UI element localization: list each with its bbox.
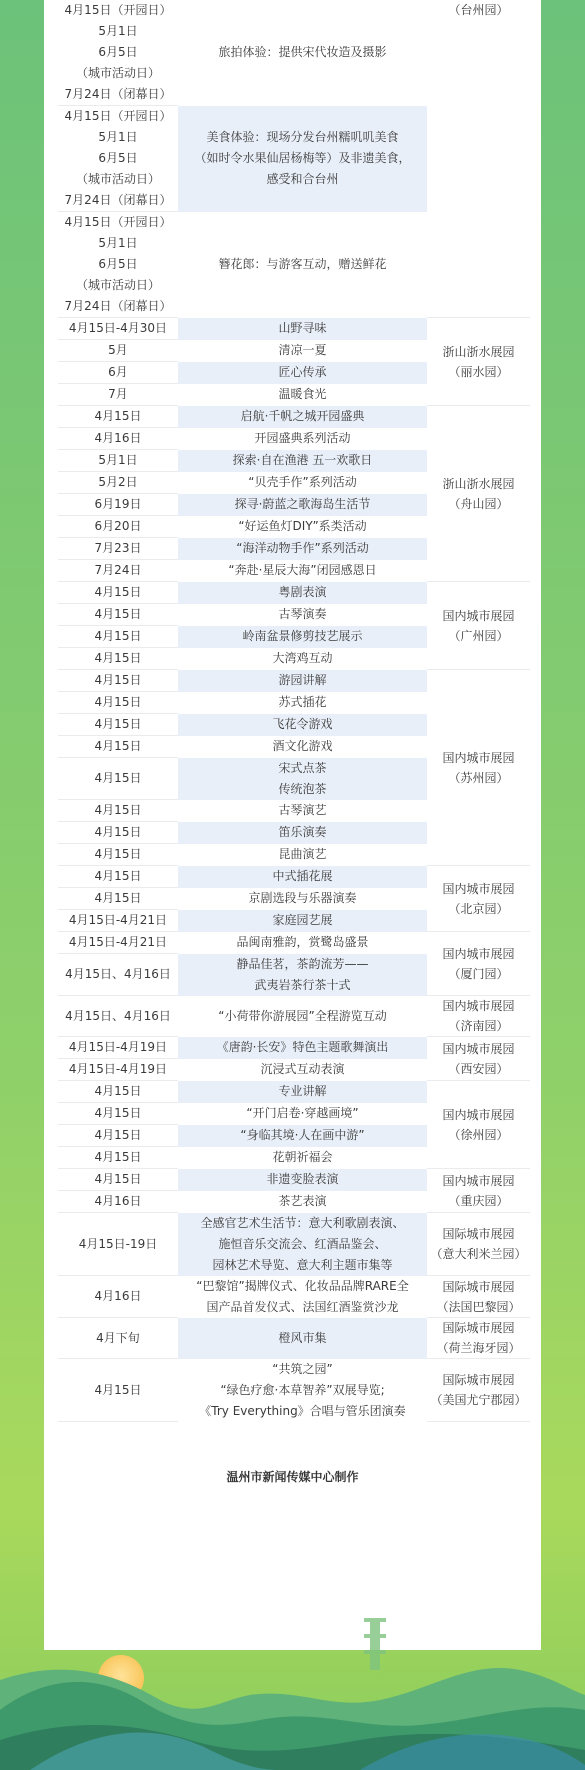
activity-cell bbox=[178, 516, 427, 538]
date-text: 4月15日-4月19日 bbox=[68, 1062, 168, 1076]
table-row bbox=[58, 1037, 530, 1059]
activity-text: 温暖食光 bbox=[278, 387, 327, 401]
date-text: 4月15日 bbox=[94, 409, 142, 423]
date-text: 5月 bbox=[108, 343, 128, 357]
date-cell bbox=[58, 692, 178, 714]
activity-cell bbox=[178, 582, 427, 604]
activity-cell bbox=[178, 932, 427, 954]
activity-cell bbox=[178, 1103, 427, 1125]
activity-text: 家庭园艺展 bbox=[272, 913, 333, 927]
date-cell bbox=[58, 1037, 178, 1059]
table-row bbox=[58, 318, 530, 340]
venue-cell bbox=[427, 582, 530, 670]
date-cell bbox=[58, 604, 178, 626]
venue-text: （苏州园） bbox=[448, 770, 509, 785]
venue-text: 浙山浙水展园 bbox=[442, 344, 515, 359]
activity-text: 宋式点茶 bbox=[278, 760, 327, 775]
activity-text: 探寻·蔚蓝之歌海岛生活节 bbox=[234, 497, 371, 511]
venue-text: （丽水园） bbox=[448, 364, 509, 379]
date-cell bbox=[58, 736, 178, 758]
date-text: （城市活动日） bbox=[75, 66, 160, 80]
venue-text: （西安园） bbox=[448, 1061, 509, 1076]
venue-text: （美国尤宁郡园） bbox=[430, 1393, 527, 1407]
venue-cell bbox=[427, 670, 530, 866]
activity-text: 非遗变脸表演 bbox=[266, 1172, 339, 1186]
date-text: 4月15日 bbox=[94, 771, 142, 785]
activity-cell bbox=[178, 1191, 427, 1213]
date-text: 4月15日 bbox=[94, 695, 142, 709]
table-row bbox=[58, 0, 530, 106]
activity-text: “小荷带你游展园”全程游览互动 bbox=[218, 1008, 387, 1023]
activity-cell bbox=[178, 822, 427, 844]
table-row bbox=[58, 406, 530, 428]
activity-cell bbox=[178, 362, 427, 384]
date-cell bbox=[58, 758, 178, 800]
activity-cell bbox=[178, 866, 427, 888]
table-row bbox=[58, 1318, 530, 1359]
mountain-landscape-illustration bbox=[0, 1600, 585, 1770]
date-cell bbox=[58, 844, 178, 866]
date-text: 5月1日 bbox=[98, 453, 138, 467]
activity-cell bbox=[178, 648, 427, 670]
activity-cell bbox=[178, 736, 427, 758]
activity-text: 《Try Everything》合唱与管乐团演奏 bbox=[199, 1403, 406, 1418]
date-cell bbox=[58, 340, 178, 362]
activity-text: 酒文化游戏 bbox=[272, 739, 333, 753]
venue-text: （广州园） bbox=[448, 628, 509, 643]
activity-text: 匠心传承 bbox=[278, 365, 327, 379]
date-cell bbox=[58, 626, 178, 648]
activity-text: 启航·千帆之城开园盛典 bbox=[240, 409, 365, 423]
venue-text: 国内城市展园 bbox=[442, 750, 515, 765]
venue-text: 国内城市展园 bbox=[442, 946, 515, 961]
date-cell bbox=[58, 670, 178, 692]
activity-schedule-table bbox=[58, 0, 530, 1422]
date-text: （城市活动日） bbox=[75, 172, 160, 186]
venue-cell bbox=[427, 866, 530, 932]
date-cell bbox=[58, 1276, 178, 1318]
activity-cell bbox=[178, 1147, 427, 1169]
activity-text: “海洋动物手作”系列活动 bbox=[236, 541, 369, 555]
date-cell bbox=[58, 318, 178, 340]
activity-cell bbox=[178, 384, 427, 406]
activity-text: 岭南盆景修剪技艺展示 bbox=[242, 629, 363, 643]
date-text: 6月19日 bbox=[94, 497, 142, 511]
activity-cell bbox=[178, 1359, 427, 1422]
date-text: 4月15日 bbox=[94, 629, 142, 643]
date-text: 4月15日-4月19日 bbox=[68, 1040, 168, 1054]
date-text: 4月15日 bbox=[94, 869, 142, 883]
date-text: 7月24日 bbox=[94, 563, 142, 577]
activity-cell bbox=[178, 758, 427, 800]
date-cell bbox=[58, 1169, 178, 1191]
date-text: 5月1日 bbox=[98, 24, 138, 38]
venue-text: （舟山园） bbox=[448, 496, 509, 511]
date-text: 7月 bbox=[108, 387, 128, 401]
activity-text: 静品佳茗，茶韵流芳—— bbox=[236, 956, 369, 971]
activity-cell bbox=[178, 996, 427, 1037]
table-row bbox=[58, 1276, 530, 1318]
venue-cell bbox=[427, 1169, 530, 1213]
date-text: 6月 bbox=[108, 365, 128, 379]
activity-cell bbox=[178, 494, 427, 516]
activity-text: “贝壳手作”系列活动 bbox=[248, 475, 357, 489]
activity-cell bbox=[178, 844, 427, 866]
activity-text: （如时令水果仙居杨梅等）及非遗美食， bbox=[194, 151, 411, 165]
date-text: 4月15日 bbox=[94, 825, 142, 839]
venue-cell bbox=[427, 1037, 530, 1081]
date-text: 4月15日、4月16日 bbox=[65, 967, 171, 981]
table-row bbox=[58, 996, 530, 1037]
date-text: 4月15日 bbox=[94, 847, 142, 861]
table-row bbox=[58, 582, 530, 604]
date-cell bbox=[58, 516, 178, 538]
activity-cell bbox=[178, 560, 427, 582]
venue-cell bbox=[427, 932, 530, 996]
date-text: 4月15日-19日 bbox=[78, 1236, 158, 1251]
date-text: 7月24日（闭幕日） bbox=[64, 299, 172, 313]
date-text: 4月15日-4月21日 bbox=[68, 913, 168, 927]
venue-text: 国内城市展园 bbox=[442, 608, 515, 623]
activity-cell bbox=[178, 318, 427, 340]
activity-text: 茶艺表演 bbox=[278, 1194, 327, 1208]
venue-text: 国际城市展园 bbox=[442, 1321, 515, 1335]
activity-text: 游园讲解 bbox=[278, 673, 327, 687]
activity-text: 专业讲解 bbox=[278, 1084, 327, 1098]
date-text: （城市活动日） bbox=[75, 278, 160, 292]
activity-text: 开园盛典系列活动 bbox=[254, 431, 351, 445]
table-row bbox=[58, 1213, 530, 1276]
activity-text: “身临其境·人在画中游” bbox=[240, 1128, 365, 1142]
venue-text: （台州园） bbox=[448, 3, 509, 17]
venue-cell bbox=[427, 1359, 530, 1422]
venue-cell bbox=[427, 996, 530, 1037]
activity-text: 古琴演艺 bbox=[278, 803, 327, 817]
venue-text: 国际城市展园 bbox=[442, 1227, 515, 1241]
date-cell bbox=[58, 212, 178, 318]
activity-cell bbox=[178, 1037, 427, 1059]
date-text: 4月15日 bbox=[94, 739, 142, 753]
date-cell bbox=[58, 1059, 178, 1081]
activity-text: “共筑之园” bbox=[272, 1361, 333, 1376]
table-row bbox=[58, 1169, 530, 1191]
activity-cell bbox=[178, 0, 427, 106]
activity-cell bbox=[178, 604, 427, 626]
venue-text: （意大利米兰园） bbox=[430, 1247, 527, 1261]
date-text: 4月15日、4月16日 bbox=[65, 1008, 171, 1023]
activity-text: 园林艺术导览、意大利主题市集等 bbox=[212, 1257, 393, 1272]
activity-cell bbox=[178, 1318, 427, 1359]
date-cell bbox=[58, 1213, 178, 1276]
date-cell bbox=[58, 1125, 178, 1147]
venue-text: 浙山浙水展园 bbox=[442, 476, 515, 491]
table-row bbox=[58, 1359, 530, 1422]
date-cell bbox=[58, 954, 178, 996]
activity-text: 橙风市集 bbox=[278, 1330, 327, 1345]
activity-cell bbox=[178, 1059, 427, 1081]
activity-text: 国产品首发仪式、法国红酒鉴赏沙龙 bbox=[206, 1299, 399, 1314]
venue-cell bbox=[427, 1081, 530, 1169]
date-text: 4月15日 bbox=[94, 585, 142, 599]
venue-text: 国内城市展园 bbox=[442, 881, 515, 896]
date-cell bbox=[58, 450, 178, 472]
activity-cell bbox=[178, 910, 427, 932]
venue-cell bbox=[427, 0, 530, 318]
date-text: 6月5日 bbox=[98, 257, 138, 271]
venue-cell bbox=[427, 1318, 530, 1359]
date-text: 4月15日-4月30日 bbox=[68, 321, 168, 335]
date-cell bbox=[58, 1359, 178, 1422]
activity-cell bbox=[178, 106, 427, 212]
date-text: 5月1日 bbox=[98, 236, 138, 250]
activity-text: 施恒音乐交流会、红酒品鉴会、 bbox=[218, 1236, 387, 1251]
date-cell bbox=[58, 822, 178, 844]
footer-credit: 温州市新闻传媒中心制作 bbox=[226, 1470, 359, 1484]
date-text: 6月20日 bbox=[94, 519, 142, 533]
table-row bbox=[58, 1081, 530, 1103]
venue-text: （厦门园） bbox=[448, 966, 509, 981]
venue-cell bbox=[427, 406, 530, 582]
date-text: 4月15日 bbox=[94, 651, 142, 665]
date-cell bbox=[58, 910, 178, 932]
date-text: 4月15日 bbox=[94, 1172, 142, 1186]
venue-text: （重庆园） bbox=[448, 1193, 509, 1208]
activity-cell bbox=[178, 406, 427, 428]
activity-text: 品闽南雅韵，赏鹭岛盛景 bbox=[236, 935, 369, 949]
venue-text: 国内城市展园 bbox=[442, 1107, 515, 1122]
activity-text: 清凉一夏 bbox=[278, 343, 327, 357]
date-text: 5月1日 bbox=[98, 130, 138, 144]
date-text: 4月15日 bbox=[94, 717, 142, 731]
date-cell bbox=[58, 1103, 178, 1125]
venue-text: （荷兰海牙园） bbox=[436, 1341, 521, 1355]
activity-text: “奔赴·星辰大海”闭园感恩日 bbox=[228, 563, 377, 577]
date-cell bbox=[58, 1081, 178, 1103]
activity-text: 《唐韵·长安》特色主题歌舞演出 bbox=[216, 1040, 389, 1054]
venue-cell bbox=[427, 318, 530, 406]
date-text: 4月16日 bbox=[94, 1194, 142, 1208]
activity-text: 武夷岩茶行茶十式 bbox=[254, 977, 351, 992]
activity-text: 簪花郎：与游客互动，赠送鲜花 bbox=[218, 257, 387, 271]
date-text: 4月15日 bbox=[94, 607, 142, 621]
activity-cell bbox=[178, 1169, 427, 1191]
date-text: 4月15日 bbox=[94, 891, 142, 905]
date-cell bbox=[58, 538, 178, 560]
activity-cell bbox=[178, 1081, 427, 1103]
activity-text: 飞花令游戏 bbox=[272, 717, 333, 731]
activity-text: 美食体验：现场分发台州糯叽叽美食 bbox=[206, 130, 399, 144]
venue-cell bbox=[427, 1276, 530, 1318]
date-cell bbox=[58, 1147, 178, 1169]
date-cell bbox=[58, 800, 178, 822]
venue-text: 国内城市展园 bbox=[442, 1041, 515, 1056]
date-cell bbox=[58, 472, 178, 494]
activity-text: 古琴演奏 bbox=[278, 607, 327, 621]
date-text: 7月23日 bbox=[94, 541, 142, 555]
activity-cell bbox=[178, 670, 427, 692]
activity-text: 粤剧表演 bbox=[278, 585, 327, 599]
date-text: 4月15日-4月21日 bbox=[68, 935, 168, 949]
activity-text: 笛乐演奏 bbox=[278, 825, 327, 839]
date-text: 7月24日（闭幕日） bbox=[64, 193, 172, 207]
activity-text: 感受和合台州 bbox=[266, 172, 339, 186]
date-cell bbox=[58, 648, 178, 670]
activity-cell bbox=[178, 954, 427, 996]
date-cell bbox=[58, 106, 178, 212]
date-cell bbox=[58, 714, 178, 736]
activity-text: 山野寻味 bbox=[278, 321, 327, 335]
table-row bbox=[58, 670, 530, 692]
activity-text: 旅拍体验：提供宋代妆造及摄影 bbox=[218, 45, 387, 60]
venue-text: 国内城市展园 bbox=[442, 1173, 515, 1188]
venue-text: （北京园） bbox=[448, 901, 509, 916]
activity-cell bbox=[178, 888, 427, 910]
activity-cell bbox=[178, 1213, 427, 1276]
activity-cell bbox=[178, 1276, 427, 1318]
activity-text: 中式插花展 bbox=[272, 869, 333, 883]
activity-cell bbox=[178, 692, 427, 714]
activity-text: 探索·自在渔港 五一欢歌日 bbox=[232, 453, 373, 467]
venue-text: 国内城市展园 bbox=[442, 999, 515, 1013]
activity-cell bbox=[178, 800, 427, 822]
date-cell bbox=[58, 866, 178, 888]
venue-cell bbox=[427, 1213, 530, 1276]
activity-text: “巴黎馆”揭牌仪式、化妆品品牌RARE全 bbox=[196, 1278, 409, 1293]
activity-cell bbox=[178, 714, 427, 736]
activity-text: 花朝祈福会 bbox=[272, 1150, 333, 1164]
activity-text: 苏式插花 bbox=[278, 695, 327, 709]
activity-cell bbox=[178, 340, 427, 362]
activity-cell bbox=[178, 428, 427, 450]
activity-cell bbox=[178, 450, 427, 472]
date-text: 4月15日 bbox=[94, 1382, 142, 1397]
date-text: 6月5日 bbox=[98, 45, 138, 59]
date-text: 4月15日 bbox=[94, 1128, 142, 1142]
activity-text: 京剧选段与乐器演奏 bbox=[248, 891, 357, 905]
activity-text: 沉浸式互动表演 bbox=[260, 1062, 345, 1076]
date-text: 4月16日 bbox=[94, 431, 142, 445]
activity-cell bbox=[178, 212, 427, 318]
activity-text: “绿色疗愈·本草智养”双展导览; bbox=[220, 1382, 385, 1397]
date-cell bbox=[58, 1318, 178, 1359]
schedule-card bbox=[44, 0, 541, 1650]
activity-text: 全感官艺术生活节：意大利歌剧表演、 bbox=[200, 1215, 405, 1230]
date-cell bbox=[58, 560, 178, 582]
date-text: 4月15日 bbox=[94, 1150, 142, 1164]
date-text: 4月15日 bbox=[94, 673, 142, 687]
activity-cell bbox=[178, 472, 427, 494]
date-text: 7月24日（闭幕日） bbox=[64, 87, 172, 101]
date-text: 5月2日 bbox=[98, 475, 138, 489]
venue-text: 国际城市展园 bbox=[442, 1279, 515, 1294]
date-cell bbox=[58, 1191, 178, 1213]
table-row bbox=[58, 866, 530, 888]
venue-text: （徐州园） bbox=[448, 1127, 509, 1142]
date-text: 4月15日 bbox=[94, 803, 142, 817]
date-cell bbox=[58, 996, 178, 1037]
date-cell bbox=[58, 362, 178, 384]
date-cell bbox=[58, 384, 178, 406]
activity-text: 传统泡茶 bbox=[278, 781, 327, 796]
date-text: 4月15日（开园日） bbox=[64, 215, 172, 229]
pagoda-icon bbox=[364, 1618, 386, 1670]
activity-cell bbox=[178, 626, 427, 648]
venue-text: 国际城市展园 bbox=[442, 1373, 515, 1387]
date-cell bbox=[58, 428, 178, 450]
activity-text: “开门启卷·穿越画境” bbox=[246, 1106, 359, 1120]
date-text: 4月15日（开园日） bbox=[64, 3, 172, 17]
activity-text: 昆曲演艺 bbox=[278, 847, 327, 861]
date-cell bbox=[58, 0, 178, 106]
activity-text: “好运鱼灯DIY”系类活动 bbox=[238, 519, 367, 533]
date-cell bbox=[58, 932, 178, 954]
date-cell bbox=[58, 494, 178, 516]
table-row bbox=[58, 932, 530, 954]
date-text: 4月15日（开园日） bbox=[64, 109, 172, 123]
date-text: 4月16日 bbox=[94, 1289, 142, 1303]
date-cell bbox=[58, 406, 178, 428]
date-text: 4月下旬 bbox=[96, 1330, 140, 1345]
date-text: 6月5日 bbox=[98, 151, 138, 165]
date-cell bbox=[58, 888, 178, 910]
venue-text: （法国巴黎园） bbox=[436, 1299, 521, 1314]
date-cell bbox=[58, 582, 178, 604]
date-text: 4月15日 bbox=[94, 1106, 142, 1120]
activity-cell bbox=[178, 538, 427, 560]
venue-text: （济南园） bbox=[448, 1019, 509, 1033]
date-text: 4月15日 bbox=[94, 1084, 142, 1098]
activity-text: 大湾鸡互动 bbox=[272, 651, 333, 665]
activity-cell bbox=[178, 1125, 427, 1147]
